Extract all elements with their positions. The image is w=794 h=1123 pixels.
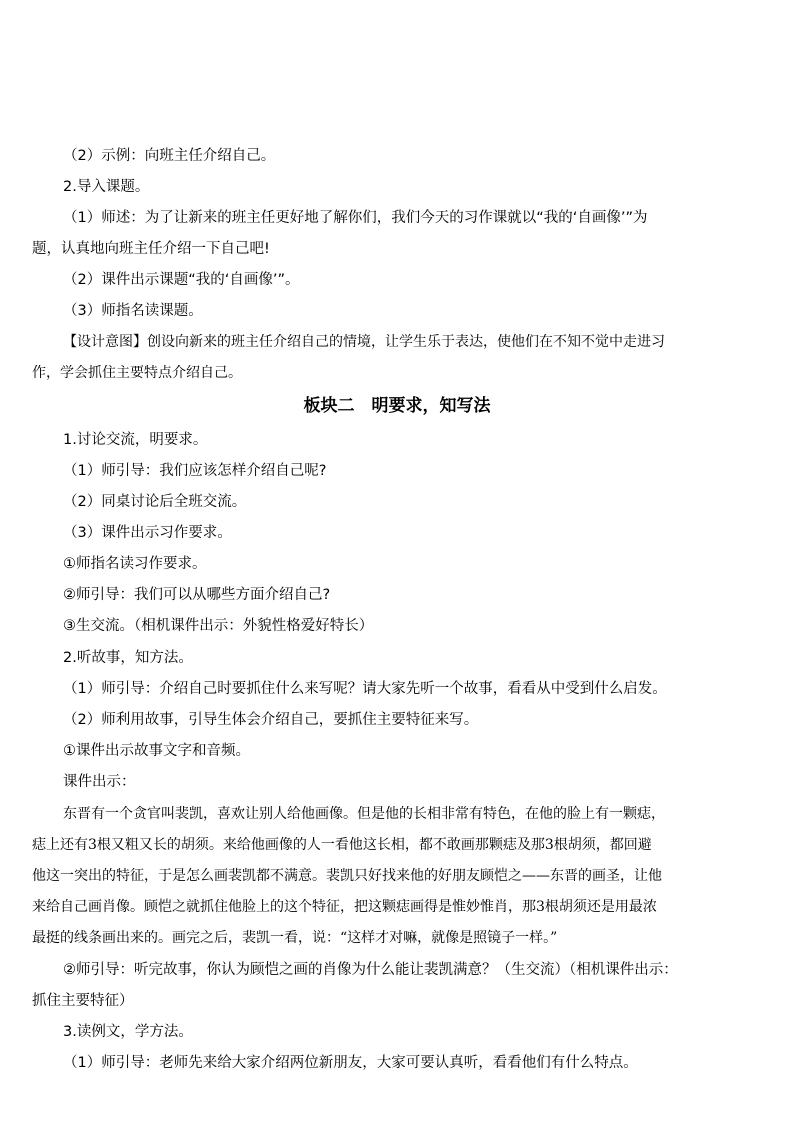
text-line: ②师引导：我们可以从哪些方面介绍自己? (63, 587, 331, 603)
text-line: （1）师引导：介绍自己时要抓住什么来写呢？请大家先听一个故事，看看从中受到什么启发。 (63, 681, 667, 697)
text-line: 2.导入课题。 (63, 179, 150, 195)
text-line: （3）师指名读课题。 (63, 303, 203, 319)
text-line: （2）课件出示课题“我的‘自画像’”。 (63, 272, 300, 288)
text-line: 抓住主要特征） (32, 993, 134, 1009)
design-intent: 【设计意图】创设向新来的班主任介绍自己的情境，让学生乐于表达，使他们在不知不觉中走进习 (63, 334, 665, 350)
text-line: 课件出示： (63, 774, 136, 790)
text-line: （2）师利用故事，引导生体会介绍自己，要抓住主要特征来写。 (63, 712, 479, 728)
story-line: 东晋有一个贪官叫裴凯，喜欢让别人给他画像。但是他的长相非常有特色，在他的脸上有一颗痣， (63, 806, 665, 822)
text-line: 2.听故事，知方法。 (63, 650, 193, 666)
text-line: （2）示例：向班主任介绍自己。 (63, 148, 276, 164)
story-line: 来给自己画肖像。顾恺之就抓住他脸上的这个特征，把这颗痣画得是惟妙惟肖，那3根胡须还是用最浓 (32, 899, 657, 915)
text-line: （3）课件出示习作要求。 (63, 525, 232, 541)
text-line: ①课件出示故事文字和音频。 (63, 743, 250, 759)
story-line: 他这一突出的特征，于是怎么画裴凯都不满意。裴凯只好找来他的好朋友顾恺之——东晋的画圣，让他 (32, 868, 662, 884)
text-line: ②师引导：听完故事，你认为顾恺之画的肖像为什么能让裴凯满意？（生交流）（相机课件出示： (63, 962, 678, 978)
text-line: 题，认真地向班主任介绍一下自己吧! (32, 241, 270, 257)
text-line: （2）同桌讨论后全班交流。 (63, 494, 247, 510)
story-line: 最挺的线条画出来的。画完之后，裴凯一看，说：“这样才对嘛，就像是照镜子一样。” (32, 930, 558, 946)
text-line: ①师指名读习作要求。 (63, 556, 207, 572)
text-line: ③生交流。（相机课件出示：外貌性格爱好特长） (63, 618, 374, 634)
text-line: 3.读例文，学方法。 (63, 1024, 193, 1040)
text-line: 作，学会抓住主要特点介绍自己。 (32, 365, 242, 381)
text-line: 1.讨论交流，明要求。 (63, 432, 208, 448)
text-line: （1）师引导：我们应该怎样介绍自己呢? (63, 463, 327, 479)
text-line: （1）师述：为了让新来的班主任更好地了解你们，我们今天的习作课就以“我的‘自画像’”为 (63, 210, 648, 226)
text-line: （1）师引导：老师先来给大家介绍两位新朋友，大家可要认真听，看看他们有什么特点。 (63, 1055, 638, 1071)
story-line: 痣上还有3根又粗又长的胡须。来给他画像的人一看他这长相，都不敢画那颗痣及那3根胡须，都回避 (32, 837, 652, 853)
section-heading: 板块二 明要求，知写法 (303, 396, 491, 416)
